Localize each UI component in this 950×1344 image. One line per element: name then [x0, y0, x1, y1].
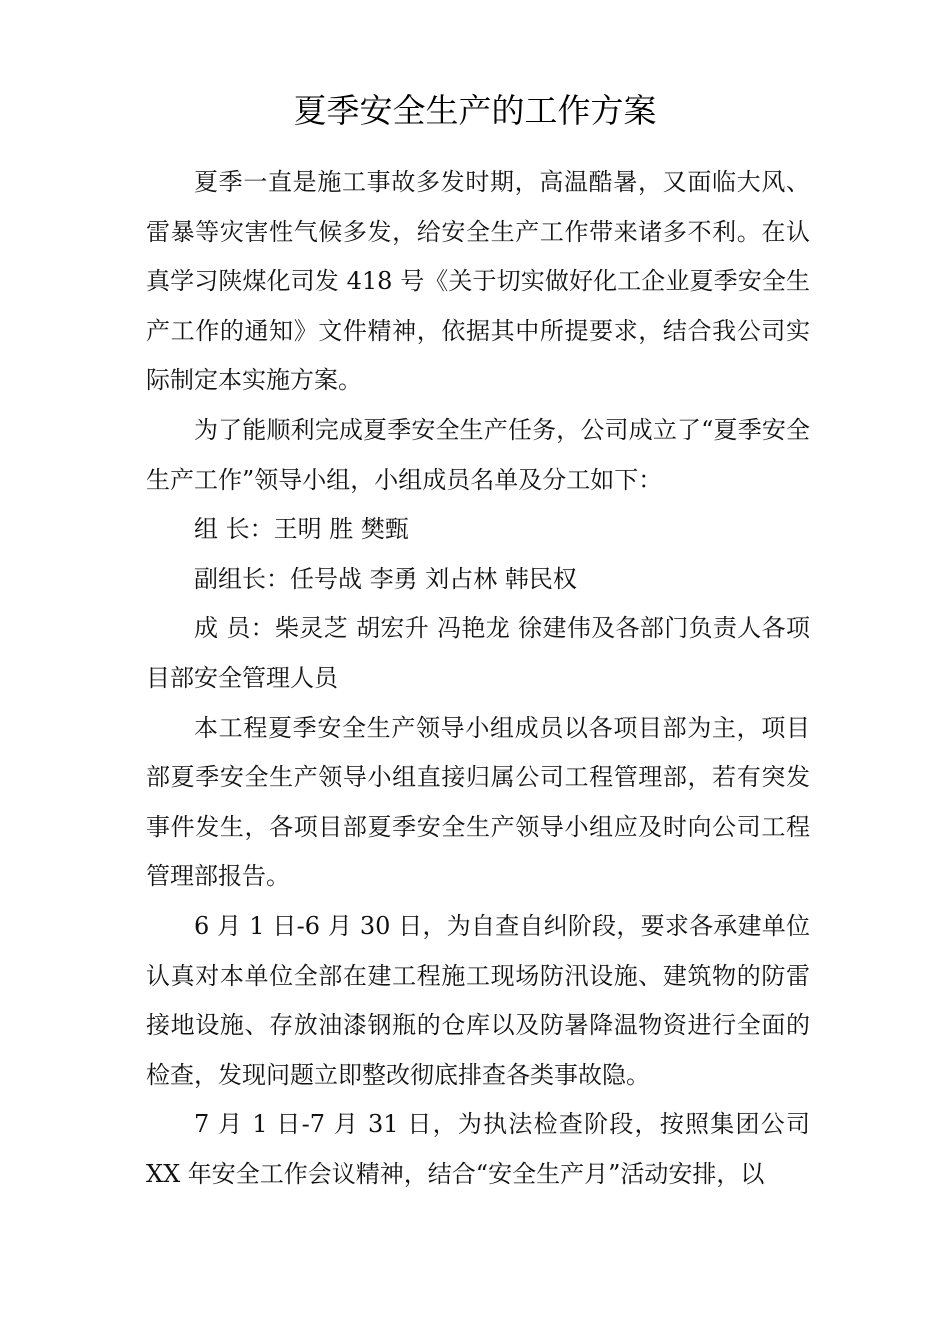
paragraph-intro: 夏季一直是施工事故多发时期，高温酷暑，又面临大风、雷暴等灾害性气候多发，给安全生产工作带来诸多不利。在认真学习陕煤化司发 418 号《关于切实做好化工企业夏季安全生产工作的通知》文件精神，依据其中所提要求，结合我公司实际制定本实施方案。 — [146, 168, 810, 395]
paragraph-self-inspection-phase: 6 月 1 日-6 月 30 日，为自查自纠阶段，要求各承建单位认真对本单位全部在建工程施工现场防汛设施、建筑物的防雷接地设施、存放油漆钢瓶的仓库以及防暑降温物资进行全面的检查，发现问题立即整改彻底排查各类事故隐。 — [146, 911, 810, 1089]
paragraph-leadership-group: 为了能顺利完成夏季安全生产任务，公司成立了“夏季安全生产工作”领导小组，小组成员名单及分工如下： — [146, 415, 810, 494]
document-body — [146, 158, 810, 1199]
paragraph-group-leader: 组 长：王明 胜 樊甄 — [194, 515, 409, 544]
paragraph-enforcement-phase: 7 月 1 日-7 月 31 日，为执法检查阶段，按照集团公司 XX 年安全工作会议精神，结合“安全生产月”活动安排，以 — [146, 1110, 810, 1188]
document-title: 夏季安全生产的工作方案 — [293, 91, 657, 130]
paragraph-project-departments: 本工程夏季安全生产领导小组成员以各项目部为主，项目部夏季安全生产领导小组直接归属公司工程管理部，若有突发事件发生，各项目部夏季安全生产领导小组应及时向公司工程管理部报告。 — [146, 713, 810, 891]
paragraph-deputy-leader: 副组长：任号战 李勇 刘占林 韩民权 — [194, 564, 577, 593]
paragraph-members: 成 员：柴灵芝 胡宏升 冯艳龙 徐建伟及各部门负责人各项目部安全管理人员 — [146, 614, 810, 692]
